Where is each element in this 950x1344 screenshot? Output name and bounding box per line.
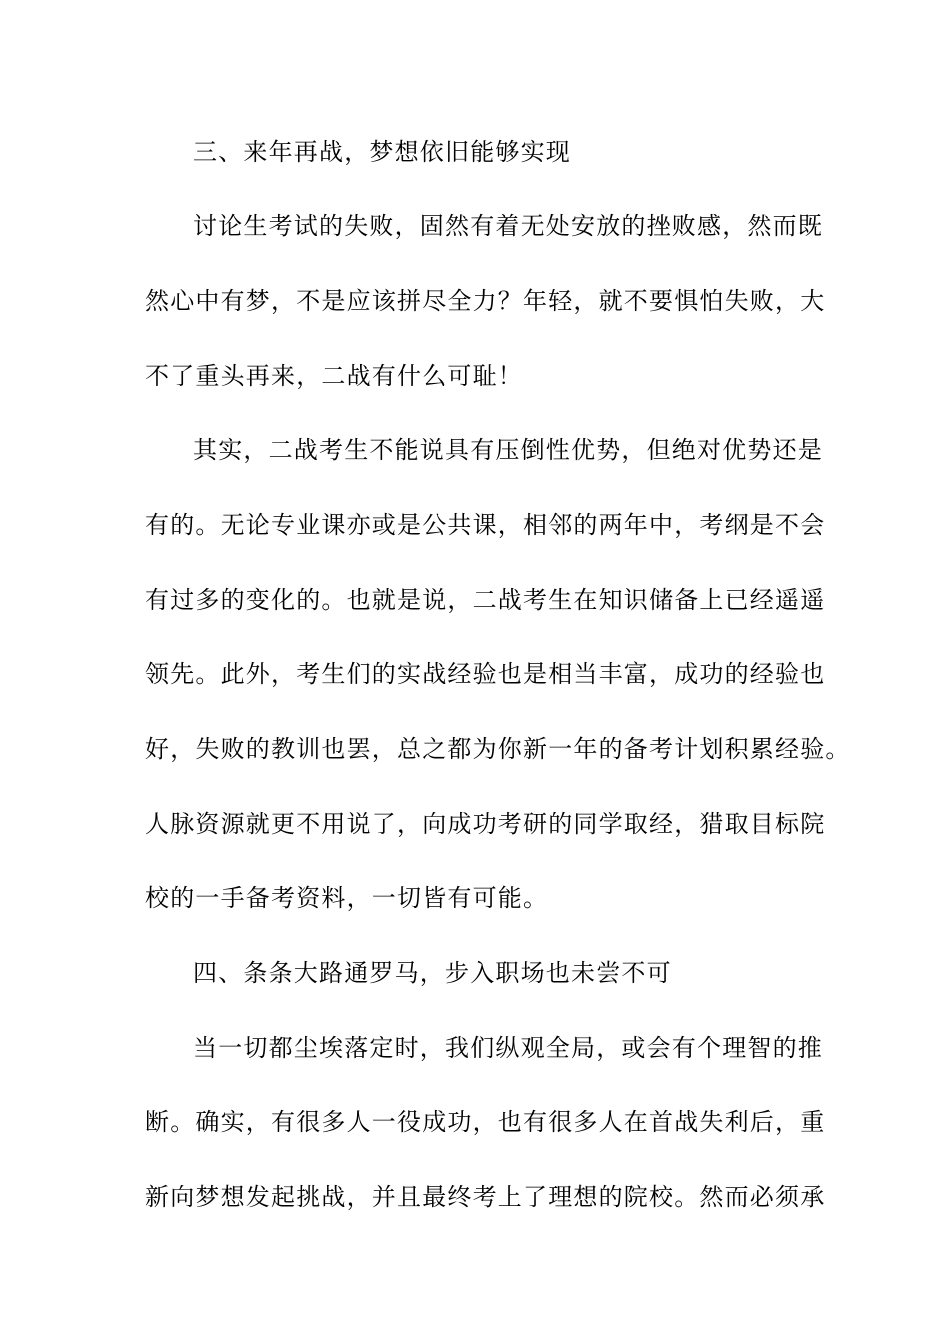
paragraph-line: 领先。此外，考生们的实战经验也是相当丰富，成功的经验也 bbox=[145, 660, 826, 688]
paragraph-line: 不了重头再来，二战有什么可耻！ bbox=[145, 362, 523, 390]
paragraph-line: 断。确实，有很多人一役成功，也有很多人在首战失利后，重 bbox=[145, 1108, 826, 1136]
paragraph-line: 人脉资源就更不用说了，向成功考研的同学取经，猎取目标院 bbox=[145, 810, 826, 838]
paragraph-line: 好，失败的教训也罢，总之都为你新一年的备考计划积累经验。 bbox=[145, 735, 851, 763]
section-heading-4: 四、条条大路通罗马，步入职场也未尝不可 bbox=[193, 959, 672, 987]
paragraph-line: 讨论生考试的失败，固然有着无处安放的挫败感，然而既 bbox=[193, 212, 823, 240]
paragraph-line: 新向梦想发起挑战，并且最终考上了理想的院校。然而必须承 bbox=[145, 1183, 826, 1211]
paragraph-line: 其实，二战考生不能说具有压倒性优势，但绝对优势还是 bbox=[193, 436, 823, 464]
paragraph-line: 有的。无论专业课亦或是公共课，相邻的两年中，考纲是不会 bbox=[145, 511, 826, 539]
paragraph-line: 然心中有梦，不是应该拼尽全力？年轻，就不要惧怕失败，大 bbox=[145, 287, 826, 315]
paragraph-line: 校的一手备考资料，一切皆有可能。 bbox=[145, 884, 549, 912]
paragraph-line: 有过多的变化的。也就是说，二战考生在知识储备上已经遥遥 bbox=[145, 586, 826, 614]
section-heading-3: 三、来年再战，梦想依旧能够实现 bbox=[193, 138, 571, 166]
paragraph-line: 当一切都尘埃落定时，我们纵观全局，或会有个理智的推 bbox=[193, 1034, 823, 1062]
